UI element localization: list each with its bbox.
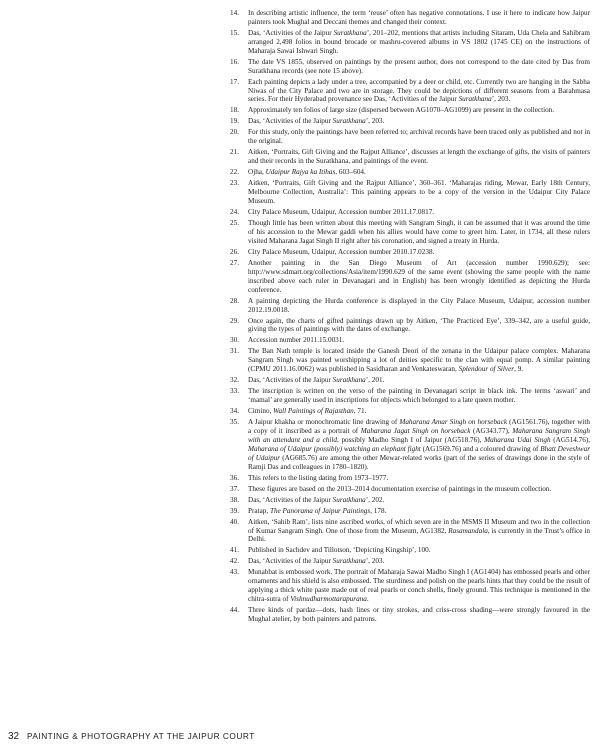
endnote-text: Accession number 2011.15.0031. (248, 336, 345, 345)
endnote (230, 106, 590, 115)
endnote-text: Another painting in the San Diego Museum of Art (accession number 1990.629); see: http://www.sdmart.org/collections/Asia/item/1990.629 of the same event (showing the same people with the name inscribed above each ruler in Devanagari and in English) has been wrongly identified as depicting the Hurda conference. (248, 258, 590, 294)
endnote (230, 606, 590, 624)
endnote-number: 34. (230, 407, 239, 416)
endnote-number: 22. (230, 168, 239, 177)
endnote (230, 387, 590, 405)
endnote-text: City Palace Museum, Udaipur, Accession number 2011.17.0817. (248, 208, 435, 217)
endnote-text: The inscription is written on the verso of the painting in Devanagari script in black ink. The terms ‘aswari’ and ‘mamal’ are generally used in inscriptions for objects which belonged to a late queen mother. (248, 387, 590, 405)
endnote-number: 20. (230, 128, 239, 137)
endnote (230, 128, 590, 146)
endnote-text: Das, ‘Activities of the Jaipur Suratkhana’, 202. (248, 495, 385, 504)
endnote-number: 27. (230, 258, 239, 267)
endnote-number: 21. (230, 148, 239, 157)
endnote-number: 31. (230, 347, 239, 356)
endnote-text: Though little has been written about this meeting with Sangram Singh, it can be assumed that it was around the time of his accession to the Mewar gaddi when his allies would have come to greet him. Later, in 1734, all these rulers visited Maharana Jagat Singh II right after his coronation, and signed a treaty in Hurda. (248, 219, 590, 245)
endnote-number: 18. (230, 106, 239, 115)
endnote-number: 40. (230, 517, 239, 526)
endnote-number: 25. (230, 219, 239, 228)
endnote-text: Aitken, ‘Portraits, Gift Giving and the Rajput Alliance’, 360–361. ‘Maharajas riding, Mewar, Early 18th Century, Melbourne Collection, Australia’: This painting appears to be a copy of the version in the Udaipur City Palace Museum. (248, 179, 590, 206)
endnote-number: 26. (230, 247, 239, 256)
endnote-number: 19. (230, 117, 239, 126)
endnote-number: 14. (230, 9, 239, 17)
endnote (230, 568, 590, 604)
endnote (230, 485, 590, 494)
endnote-text: These figures are based on the 2013–2014 documentation exercise of paintings in the museum collection. (248, 484, 552, 493)
endnote-text: Approximately ten folios of large size (dispersed between AG1070–AG1099) are present in the collection. (248, 106, 555, 115)
endnote-text: Das, ‘Activities of the Jaipur Suratkhana’, 201. (248, 376, 385, 385)
endnote (230, 297, 590, 315)
endnote-text: Cimino, Wall Paintings of Rajasthan, 71. (248, 407, 367, 416)
endnote (230, 168, 590, 177)
endnote-number: 17. (230, 77, 239, 86)
endnote-number: 37. (230, 484, 239, 493)
endnote-text: The Ban Nath temple is located inside the Ganesh Deori of the zenana in the Udaipur palace complex. Maharana Sangram Singh was painted worshipping a lot of deities specific to the clan with equal pomp. A similar painting (CPMU 2011.16.0062) was published in Sasidharan and Venkateswaran, Splendour of Silver, 9. (248, 347, 590, 374)
endnote (230, 496, 590, 505)
endnote-text: Das, ‘Activities of the Jaipur Suratkhana’, 203. (248, 557, 385, 566)
endnote (230, 518, 590, 545)
endnote (230, 474, 590, 483)
endnote-text: This refers to the listing dating from 1973–1977. (248, 473, 389, 482)
endnote-number: 24. (230, 208, 239, 217)
endnote (230, 259, 590, 295)
endnote-text: A painting depicting the Hurda conference is displayed in the City Palace Museum, Udaipur, accession number 2012.19.0018. (248, 296, 590, 314)
endnote (230, 507, 590, 516)
endnote-number: 41. (230, 546, 239, 555)
endnote (230, 58, 590, 76)
endnote-text: In describing artistic influence, the term ‘reuse’ often has negative connotations. I use it here to indicate how Jaipur painters took Mughal and Deccani themes and changed their context. (248, 9, 590, 26)
endnote (230, 29, 590, 56)
endnote-number: 23. (230, 179, 239, 188)
endnote (230, 407, 590, 416)
endnote (230, 148, 590, 166)
endnote-number: 28. (230, 296, 239, 305)
endnote-text: Pratap, The Panorama of Jaipur Paintings, 178. (248, 506, 387, 515)
endnote (230, 347, 590, 374)
endnote-number: 39. (230, 506, 239, 515)
endnote-text: Das, ‘Activities of the Jaipur Suratkhana’, 201–202, mentions that artists including Sitaram, Uda Chela and Sahibram arranged 2,498 folios in bound brocade or mashru-covered albums in VS 1802 (1745 CE) on the instructions of Maharaja Sawai Ishwari Singh. (248, 28, 590, 55)
endnote-number: 43. (230, 568, 239, 577)
endnote (230, 546, 590, 555)
endnote (230, 219, 590, 246)
endnote (230, 336, 590, 345)
endnote-number: 44. (230, 606, 239, 615)
endnote-text: Aitken, ‘Portraits, Gift Giving and the Rajput Alliance’, discusses at length the exchange of gifts, the visits of painters and their records in the Suratkhana, and paintings of the event. (248, 148, 590, 166)
endnote (230, 248, 590, 257)
endnote-text: Three kinds of pardaz—dots, hash lines or tiny strokes, and criss-cross shading—were strongly favoured in the Mughal atelier, by both painters and patrons. (248, 606, 590, 624)
endnote-number: 15. (230, 28, 239, 37)
endnote (230, 557, 590, 566)
endnote-text: Published in Sachdev and Tillotson, ‘Depicting Kingship’, 100. (248, 546, 431, 555)
endnote-text: Munabbat is embossed work. The portrait of Maharaja Sawai Madho Singh I (AG1404) has embossed pearls and other ornaments and his shield is also embossed. The sturdiness and polish on the pearls hints that they could be the result of applying a thick white paste made out of real pearls or conch shells, finely ground. This technique is mentioned in the chitra-sutra of Vishnudharmottarapurana. (248, 568, 590, 604)
endnote-number: 35. (230, 418, 239, 427)
endnote-text: Once again, the charts of gifted paintings drawn up by Aitken, ‘The Practiced Eye’, 339–342, are a useful guide, giving the types of paintings with the dates of exchange. (248, 316, 590, 334)
endnote-text: Ojha, Udaipur Rajya ka Itihas, 603–604. (248, 168, 366, 177)
endnote (230, 117, 590, 126)
endnote-text: City Palace Museum, Udaipur, Accession number 2010.17.0238. (248, 247, 435, 256)
endnote-number: 29. (230, 316, 239, 325)
endnote-text: The date VS 1855, observed on paintings by the present author, does not correspond to the date cited by Das from Suratkhana records (see note 15 above). (248, 57, 590, 75)
endnote-number: 42. (230, 557, 239, 566)
endnote-number: 32. (230, 376, 239, 385)
endnote (230, 376, 590, 385)
endnote (230, 9, 590, 27)
endnote-text: A Jaipur khakha or monochromatic line drawing of Maharana Amar Singh on horseback (AG1561.76), together with a copy of it inscribed as a portrait of Maharana Jagat Singh on horseback (AG343.77), Maharana Sangram Singh with an attendant and a child, possibly Madho Singh I of Jaipur (AG518.76), Maharana Udai Singh (AG514.76), Maharana of Udaipur (possibly) watching an elephant fight (AG1569.76) and a coloured drawing of Bhatt Deveshwar of Udaipur (AG685.76) are among the other Mewar-related works (part of the series of drawings done in the style of Ramji Das and colleagues in 1780–1820). (248, 418, 591, 471)
endnote-number: 16. (230, 57, 239, 66)
endnote-text: Each painting depicts a lady under a tree, accompanied by a deer or child, etc. Currently two are hanging in the Sabha Niwas of the City Palace and two are in storage. They could be depictions of different seasons from a Barahmasa series. For their Hyderabad provenance see Das, ‘Activities of the Jaipur Suratkhana’, 203. (248, 77, 590, 104)
page-footer (8, 731, 255, 742)
page-number: 32 (8, 731, 20, 742)
running-title: PAINTING & PHOTOGRAPHY AT THE JAIPUR COURT (26, 731, 255, 741)
endnote-text: Aitken, ‘Sahib Ram’, lists nine ascribed works, of which seven are in the MSMS II Museum and two in the collection of Kumar Sangram Singh. One of those from the Museum, AG1382, Rasamandala, is currently in the Trust’s office in Delhi. (248, 517, 590, 544)
endnote-text: For this study, only the paintings have been referred to; archival records have been traced only as published and not in the original. (248, 128, 590, 146)
endnote (230, 418, 590, 471)
endnote-number: 38. (230, 495, 239, 504)
endnote-number: 36. (230, 473, 239, 482)
endnotes-list (230, 9, 590, 626)
endnote (230, 78, 590, 105)
endnote (230, 208, 590, 217)
endnote (230, 317, 590, 335)
endnote-number: 30. (230, 336, 239, 345)
endnote-text: Das, ‘Activities of the Jaipur Suratkhana’, 203. (248, 117, 385, 126)
endnote-number: 33. (230, 387, 239, 396)
endnote (230, 179, 590, 206)
